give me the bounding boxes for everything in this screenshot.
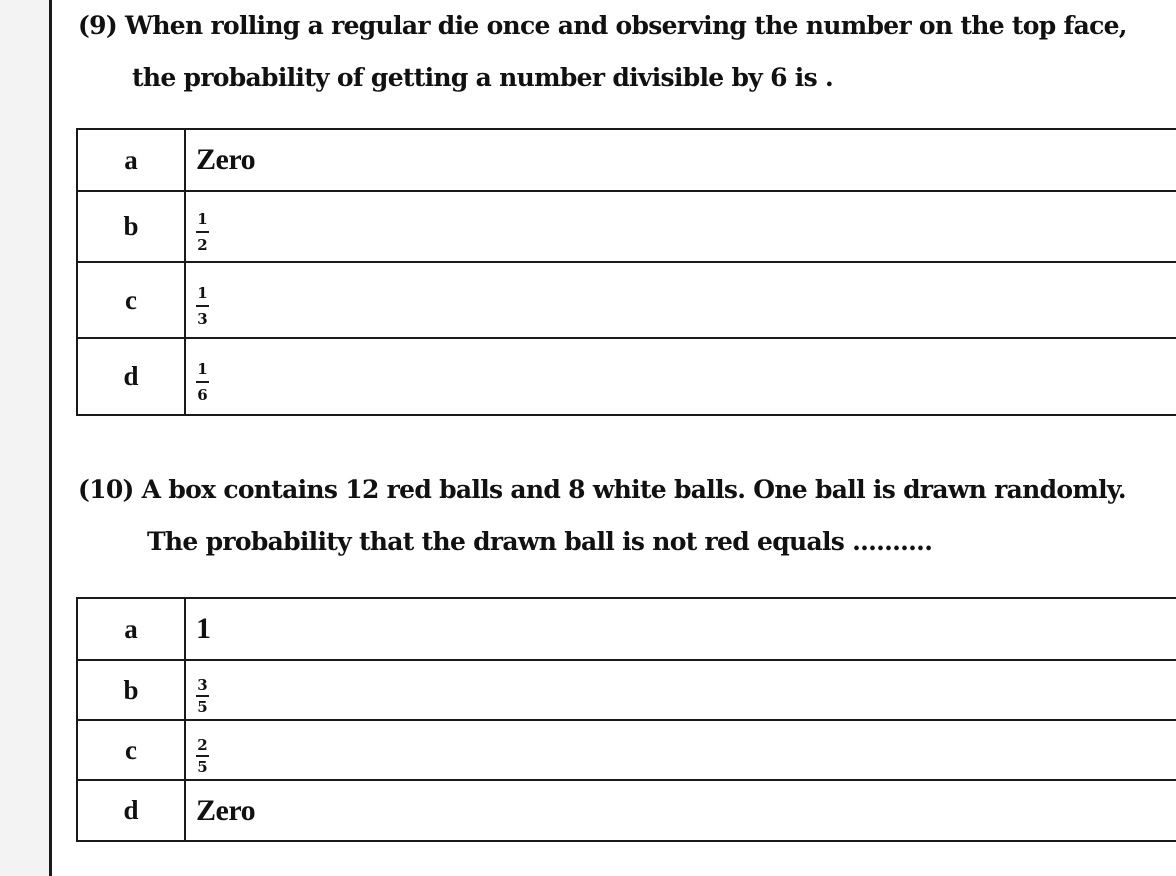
option-row-c[interactable] [77, 262, 1176, 338]
fraction-denominator: 6 [197, 386, 208, 404]
question-10-line-2: The probability that the drawn ball is not red equals .......... [147, 527, 933, 556]
option-answer: 1 [185, 598, 1176, 660]
option-letter: d [77, 338, 185, 415]
option-answer: Zero [185, 780, 1176, 841]
option-letter: b [77, 191, 185, 262]
fraction-denominator: 3 [197, 309, 208, 328]
option-letter: a [77, 598, 185, 660]
question-10-options-table [76, 597, 1176, 842]
option-letter: c [77, 720, 185, 780]
fraction-bar [196, 305, 209, 307]
fraction-bar [196, 755, 209, 757]
option-letter: c [77, 262, 185, 338]
fraction-bar [196, 381, 209, 383]
question-9-line-1: (9) When rolling a regular die once and observing the number on the top face, [78, 11, 1127, 40]
option-answer [185, 338, 1176, 415]
fraction [196, 675, 209, 716]
left-margin-rule [49, 0, 52, 876]
question-9-options-table [76, 128, 1176, 416]
fraction-denominator: 5 [197, 757, 208, 776]
fraction [196, 735, 209, 776]
fraction [196, 362, 209, 403]
fraction-denominator: 5 [197, 697, 208, 716]
option-letter: a [77, 129, 185, 191]
option-answer [185, 660, 1176, 720]
fraction [196, 283, 209, 328]
question-10-line-1: (10) A box contains 12 red balls and 8 white balls. One ball is drawn randomly. [78, 475, 1126, 504]
fraction-numerator: 1 [197, 210, 208, 228]
option-letter: d [77, 780, 185, 841]
option-answer: Zero [185, 129, 1176, 191]
option-row-b[interactable] [77, 191, 1176, 262]
fraction-bar [196, 231, 209, 233]
option-row-a[interactable] [77, 129, 1176, 191]
fraction-bar [196, 695, 209, 697]
option-row-b[interactable] [77, 660, 1176, 720]
fraction-denominator: 2 [197, 236, 208, 254]
option-row-c[interactable] [77, 720, 1176, 780]
left-margin-strip [0, 0, 49, 876]
question-9-line-2: the probability of getting a number divisible by 6 is . [132, 63, 833, 92]
option-answer [185, 191, 1176, 262]
option-row-a[interactable] [77, 598, 1176, 660]
option-answer [185, 262, 1176, 338]
fraction [196, 212, 209, 253]
option-answer [185, 720, 1176, 780]
option-row-d[interactable] [77, 338, 1176, 415]
option-row-d[interactable] [77, 780, 1176, 841]
fraction-numerator: 3 [197, 675, 208, 694]
fraction-numerator: 2 [197, 735, 208, 754]
fraction-numerator: 1 [197, 283, 208, 302]
option-letter: b [77, 660, 185, 720]
fraction-numerator: 1 [197, 360, 208, 378]
